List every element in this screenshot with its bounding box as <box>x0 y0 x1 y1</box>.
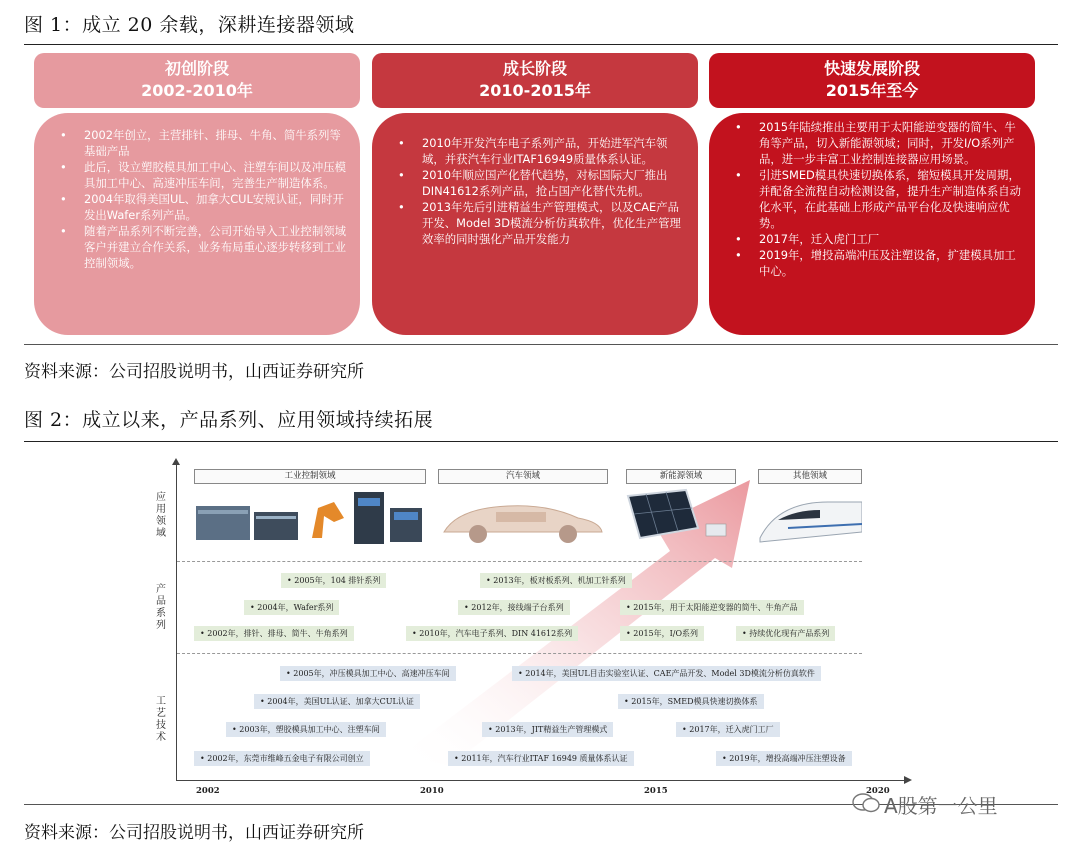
figure1-source: 资料来源：公司招股说明书，山西证券研究所 <box>24 362 364 382</box>
product-item: • 2005年，104 排针系列 <box>281 573 386 588</box>
y-axis <box>176 462 177 780</box>
stage1-body <box>34 113 360 335</box>
row-label-application: 应用领域 <box>156 492 166 539</box>
stage3-bullet: • 2015年陆续推出主要用于太阳能逆变器的简牛、牛角等产品，切入新能源领域；同时，开发I/O系列产品，进一步丰富工业控制连接器应用场景。 <box>733 119 1021 167</box>
stage1-bullet: • 2002年创立，主营排针、排母、牛角、简牛系列等基础产品 <box>58 127 346 159</box>
x-axis <box>176 780 904 781</box>
figure2-top-rule <box>24 441 1058 442</box>
figure1-top-rule <box>24 44 1058 45</box>
process-item: • 2011年，汽车行业ITAF 16949 质量体系认证 <box>448 751 634 766</box>
process-item: • 2015年，SMED模具快速切换体系 <box>618 694 764 709</box>
row-label-process: 工艺技术 <box>156 696 166 743</box>
stage3-bullet: • 2019年，增投高端冲压及注塑设备，扩建模具加工中心。 <box>733 247 1021 279</box>
divider-2 <box>177 653 862 654</box>
figure1-bottom-rule <box>24 344 1058 345</box>
x-tick: 2015 <box>644 786 668 796</box>
stage3-period: 2015年至今 <box>825 81 919 100</box>
wechat-icon <box>852 793 880 813</box>
stage2-name: 成长阶段 <box>502 59 567 78</box>
x-tick: 2002 <box>196 786 220 796</box>
divider-1 <box>177 561 862 562</box>
stage1-header <box>34 53 360 108</box>
process-item: • 2005年，冲压模具加工中心、高速冲压车间 <box>280 666 456 681</box>
solar-panel-image <box>626 488 736 550</box>
stage1-bullet: • 此后，设立塑胶模具加工中心、注塑车间以及冲压模具加工中心、高速冲压车间，完善生产制造体系。 <box>58 159 346 191</box>
stage1-bullet: • 随着产品系列不断完善，公司开始导入工业控制领域客户并建立合作关系，业务布局重心逐步转移到工业控制领域。 <box>58 223 346 271</box>
stage3-bullet: • 2017年，迁入虎门工厂 <box>733 231 1021 247</box>
product-item: • 2015年，I/O系列 <box>620 626 704 641</box>
x-tick: 2020 <box>866 786 890 796</box>
process-item: • 2002年，东莞市维峰五金电子有限公司创立 <box>194 751 370 766</box>
domain-industrial: 工业控制领域 <box>194 469 426 484</box>
stage1-name: 初创阶段 <box>164 59 229 78</box>
product-item: • 2013年，板对板系列、机加工针系列 <box>480 573 632 588</box>
process-item: • 2013年，JIT精益生产管理模式 <box>482 722 613 737</box>
stage2-period: 2010-2015年 <box>479 81 591 100</box>
domain-other: 其他领域 <box>758 469 862 484</box>
product-item: • 2002年，排针、排母、简牛、牛角系列 <box>194 626 354 641</box>
domain-newenergy: 新能源领域 <box>626 469 736 484</box>
x-tick: 2010 <box>420 786 444 796</box>
product-item: • 持续优化现有产品系列 <box>736 626 835 641</box>
process-item: • 2014年，美国UL目击实验室认证、CAE产品开发、Model 3D模流分析仿真软件 <box>512 666 821 681</box>
figure2-title: 图 2：成立以来，产品系列、应用领域持续拓展 <box>24 409 434 431</box>
row-label-product: 产品系列 <box>156 584 166 631</box>
watermark-text: A股第一公里 <box>884 794 998 818</box>
train-image <box>758 488 862 550</box>
stage2-bullet: • 2010年顺应国产化替代趋势，对标国际大厂推出DIN41612系列产品，抢占国产化替代先机。 <box>396 167 684 199</box>
domain-auto: 汽车领域 <box>438 469 608 484</box>
stage2-bullet: • 2010年开发汽车电子系列产品，开始进军汽车领域，并获汽车行业ITAF16949质量体系认证。 <box>396 135 684 167</box>
product-item: • 2015年，用于太阳能逆变器的简牛、牛角产品 <box>620 600 804 615</box>
product-item: • 2012年，接线端子台系列 <box>458 600 570 615</box>
process-item: • 2003年，塑胶模具加工中心、注塑车间 <box>226 722 386 737</box>
figure2-source: 资料来源：公司招股说明书，山西证券研究所 <box>24 823 364 843</box>
timeline-diagram <box>150 456 910 801</box>
process-item: • 2004年，美国UL认证、加拿大CUL认证 <box>254 694 420 709</box>
stage3-header <box>709 53 1035 108</box>
product-item: • 2004年，Wafer系列 <box>244 600 339 615</box>
stage3-name: 快速发展阶段 <box>823 59 920 78</box>
x-axis-arrow <box>904 776 912 784</box>
stage3-bullet: • 引进SMED模具快速切换体系，缩短模具开发周期，并配备全流程自动检测设备，提升生产制造体系自动化水平，在此基础上形成产品平台化及快速响应优势。 <box>733 167 1021 231</box>
process-item: • 2017年，迁入虎门工厂 <box>676 722 780 737</box>
stage1-bullet: • 2004年取得美国UL、加拿大CUL安规认证，同时开发出Wafer系列产品。 <box>58 191 346 223</box>
figure1-title: 图 1：成立 20 余载，深耕连接器领域 <box>24 14 355 36</box>
process-item: • 2019年，增投高端冲压注塑设备 <box>716 751 852 766</box>
stage2-header <box>372 53 698 108</box>
stage3-body <box>709 113 1035 335</box>
product-item: • 2010年，汽车电子系列、DIN 41612系列 <box>406 626 578 641</box>
stage2-bullet: • 2013年先后引进精益生产管理模式，以及CAE产品开发、Model 3D模流分析仿真软件，优化生产管理效率的同时强化产品开发能力 <box>396 199 684 247</box>
industrial-equipment-image <box>194 488 426 550</box>
stage1-period: 2002-2010年 <box>141 81 253 100</box>
car-image <box>438 488 608 550</box>
stage2-body <box>372 113 698 335</box>
